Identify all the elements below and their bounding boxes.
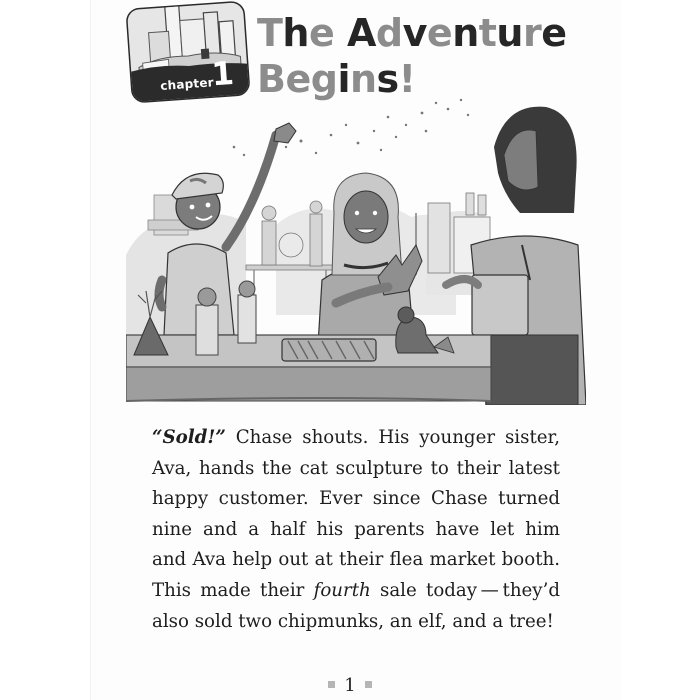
chapter-illustration (126, 95, 586, 405)
bullet-square-icon (365, 681, 372, 688)
chapter-number: 1 (210, 53, 236, 94)
text-line-6: This made their fourth sale today — they’d (152, 579, 560, 601)
title-letter: r (522, 11, 542, 55)
title-letter: e (426, 11, 453, 55)
story-paragraph (152, 423, 560, 637)
text-line-5: and Ava help out at their flea market booth. (152, 549, 560, 571)
title-letter (334, 11, 347, 55)
title-letter: n (349, 57, 377, 101)
title-letter: T (257, 11, 283, 55)
title-letter: e (285, 57, 311, 101)
title-letter: d (375, 11, 403, 55)
text-line-7: also sold two chipmunks, an elf, and a tree! (152, 610, 554, 632)
title-line-1 (257, 10, 567, 56)
title-letter: h (282, 11, 309, 55)
text-line-1: “Sold!” Chase shouts. His younger sister, (152, 427, 560, 448)
title-letter: e (541, 11, 567, 55)
title-letter: u (496, 11, 523, 55)
text-line-4: nine and a half his parents have let him (152, 518, 560, 540)
sold-exclamation: “Sold!” (152, 427, 226, 448)
bullet-square-icon (328, 681, 335, 688)
chapter-label: chapter (159, 75, 215, 93)
title-letter: i (337, 57, 350, 101)
title-letter: t (478, 11, 497, 55)
text-line-3: happy customer. Ever since Chase turned (152, 488, 560, 510)
title-letter: ! (398, 57, 416, 101)
title-letter: B (257, 57, 286, 101)
title-letter: g (310, 57, 338, 101)
chapter-badge (125, 0, 252, 106)
page-number: 1 (0, 675, 700, 696)
chapter-title (257, 10, 567, 102)
title-letter: e (308, 11, 335, 55)
title-letter: n (452, 11, 479, 55)
title-letter: s (376, 57, 399, 101)
title-letter: v (402, 11, 427, 55)
text-line-2: Ava, hands the cat sculpture to their latest (152, 457, 560, 479)
emphasis-fourth: fourth (313, 579, 371, 601)
title-letter: A (347, 11, 376, 55)
